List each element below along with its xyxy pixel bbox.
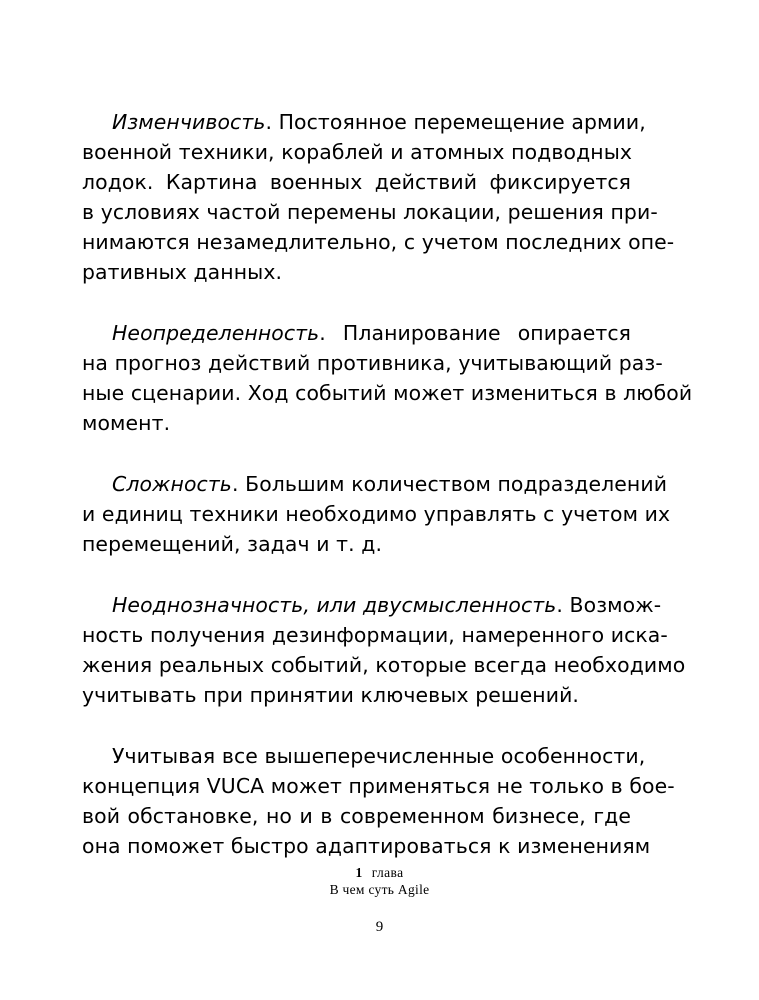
paragraph-ambiguity bbox=[82, 590, 686, 710]
paragraph-line bbox=[82, 318, 631, 348]
paragraph-uncertainty bbox=[82, 318, 693, 438]
paragraph-complexity bbox=[82, 469, 671, 559]
paragraph-line: нимаются незамедлительно, с учетом последних опе- bbox=[82, 230, 675, 254]
line-text: . Возмож- bbox=[556, 593, 662, 617]
paragraph-line: ративных данных. bbox=[82, 260, 283, 284]
term-variability: Изменчивость bbox=[112, 110, 266, 134]
paragraph-line: Учитывая все вышеперечисленные особенности, bbox=[112, 744, 646, 768]
page-number: 9 bbox=[375, 919, 384, 935]
term-complexity: Сложность bbox=[112, 472, 232, 496]
page-body bbox=[82, 107, 693, 861]
paragraph-line: ные сценарии. Ход событий может измениться в любой bbox=[82, 381, 693, 405]
paragraph-line: военной техники, кораблей и атомных подводных bbox=[82, 140, 633, 164]
term-uncertainty: Неопределенность bbox=[112, 321, 320, 345]
paragraph-line bbox=[82, 590, 662, 620]
line-text: . Большим количеством подразделений bbox=[231, 472, 668, 496]
term-ambiguity: Неоднозначность, или двусмысленность bbox=[112, 593, 557, 617]
paragraph-line: ность получения дезинформации, намеренного иска- bbox=[82, 623, 668, 647]
chapter-title: В чем суть Agile bbox=[329, 882, 430, 897]
paragraph-line: концепция VUCA может применяться не только в бое- bbox=[82, 774, 675, 798]
page-footer bbox=[0, 865, 759, 936]
paragraph-line bbox=[82, 469, 668, 499]
chapter-label bbox=[0, 865, 759, 881]
chapter-number: 1 bbox=[355, 865, 363, 880]
paragraph-line: вой обстановке, но и в современном бизнесе, где bbox=[82, 804, 631, 828]
paragraph-line: лодок. Картина военных действий фиксируется bbox=[82, 170, 631, 194]
line-text: . Планирование опирается bbox=[319, 321, 631, 345]
paragraph-line: в условиях частой перемены локации, решения при- bbox=[82, 200, 658, 224]
paragraph-line: на прогноз действий противника, учитывающий раз- bbox=[82, 351, 663, 375]
paragraph-line: момент. bbox=[82, 411, 171, 435]
paragraph-conclusion bbox=[82, 741, 675, 861]
paragraph-line: она поможет быстро адаптироваться к изменениям bbox=[82, 834, 651, 858]
paragraph-line: и единиц техники необходимо управлять с учетом их bbox=[82, 502, 671, 526]
paragraph-variability bbox=[82, 107, 675, 287]
line-text: . Постоянное перемещение армии, bbox=[265, 110, 646, 134]
paragraph-line: учитывать при принятии ключевых решений. bbox=[82, 683, 580, 707]
chapter-word: глава bbox=[371, 865, 404, 880]
paragraph-line bbox=[82, 107, 646, 137]
paragraph-line: перемещений, задач и т. д. bbox=[82, 532, 383, 556]
paragraph-line: жения реальных событий, которые всегда необходимо bbox=[82, 653, 686, 677]
